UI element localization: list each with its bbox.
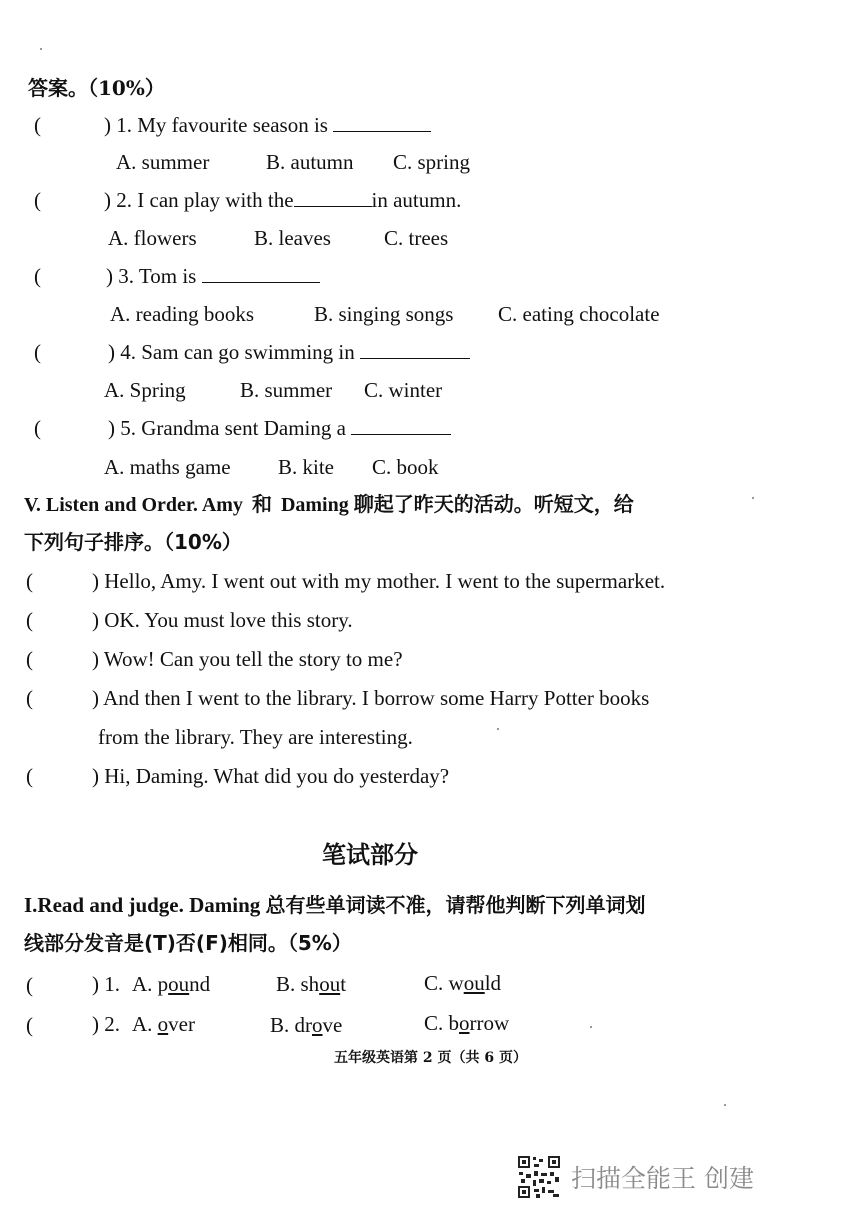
judge-q1-num: ) 1. — [92, 972, 120, 996]
judge-paren: ( — [26, 973, 33, 997]
q4-option-b: B. summer — [240, 378, 333, 402]
q1-row — [34, 111, 41, 139]
written-part-heading: 笔试部分 — [322, 841, 418, 869]
q4-option-a: A. Spring — [104, 378, 186, 402]
answer-blank — [360, 338, 470, 359]
q3-option-c: C. eating chocolate — [498, 302, 660, 326]
scan-speck — [590, 1026, 592, 1028]
q5-option-c: C. book — [372, 455, 439, 479]
order-item: ) And then I went to the library. I borrow some Harry Potter books — [92, 686, 650, 710]
watermark-text: 扫描全能王 创建 — [571, 1164, 754, 1193]
judge-q1-option-b: B. shout — [276, 972, 347, 996]
q3-stem: ) 3. Tom is — [106, 262, 320, 290]
judge-q2-option-a: A. over — [132, 1012, 195, 1036]
q2-stem: ) 2. I can play with the in autumn. — [104, 188, 462, 212]
order-paren: ( — [26, 608, 33, 632]
answer-paren: ( — [34, 113, 41, 137]
answer-blank — [351, 414, 451, 435]
section-v-title-line2: 下列句子排序。（10%） — [24, 530, 242, 554]
judge-q1-option-a: A. pound — [132, 972, 211, 996]
q5-stem: ) 5. Grandma sent Daming a — [108, 414, 451, 442]
order-item: ) OK. You must love this story. — [92, 608, 353, 632]
q1-option-c: C. spring — [393, 150, 471, 174]
scan-speck — [40, 48, 42, 50]
scan-speck — [724, 1104, 726, 1106]
order-paren: ( — [26, 686, 33, 710]
qr-code-icon — [517, 1155, 561, 1199]
q3-option-b: B. singing songs — [314, 302, 454, 326]
q3-option-a: A. reading books — [110, 302, 255, 326]
order-item-continuation: from the library. They are interesting. — [98, 725, 413, 749]
q1-stem: ) 1. My favourite season is — [104, 111, 431, 139]
q4-paren: ( — [34, 340, 41, 364]
q5-paren: ( — [34, 416, 41, 440]
answer-blank — [202, 262, 320, 283]
answer-blank — [294, 186, 372, 207]
section-i-title: I.Read and judge. Daming 总有些单词读不准，请帮他判断下列单词划 — [24, 893, 646, 917]
order-item: ) Hello, Amy. I went out with my mother. I went to the supermarket. — [92, 569, 666, 593]
order-item: ) Hi, Daming. What did you do yesterday? — [92, 764, 450, 788]
q2-option-a: A. flowers — [108, 226, 197, 250]
order-paren: ( — [26, 569, 33, 593]
page-footer: 五年级英语第 2 页（共 6 页） — [334, 1050, 527, 1066]
q1-option-b: B. autumn — [266, 150, 354, 174]
q5-option-a: A. maths game — [104, 455, 231, 479]
q1-option-a: A. summer — [116, 150, 210, 174]
answer-blank — [333, 111, 431, 132]
judge-q2-option-c: C. borrow — [424, 1011, 510, 1035]
section-i-title-line2: 线部分发音是(T)否(F)相同。（5%） — [24, 931, 352, 955]
q3-paren: ( — [34, 264, 41, 288]
section-header-tail: 答案。（10%） — [28, 76, 165, 100]
judge-paren: ( — [26, 1013, 33, 1037]
q5-option-b: B. kite — [278, 455, 334, 479]
judge-q1-option-c: C. would — [424, 971, 502, 995]
scan-speck — [752, 497, 754, 499]
order-paren: ( — [26, 647, 33, 671]
order-paren: ( — [26, 764, 33, 788]
judge-q2-num: ) 2. — [92, 1012, 120, 1036]
q2-option-c: C. trees — [384, 226, 449, 250]
section-v-title: V. Listen and Order. Amy 和 Daming 聊起了昨天的活动。听短文，给 — [24, 492, 634, 516]
q4-stem: ) 4. Sam can go swimming in — [108, 338, 470, 366]
q2-option-b: B. leaves — [254, 226, 331, 250]
scan-speck — [497, 728, 499, 730]
q2-paren: ( — [34, 188, 41, 212]
scanner-watermark — [517, 1155, 754, 1199]
q4-option-c: C. winter — [364, 378, 443, 402]
order-item: ) Wow! Can you tell the story to me? — [92, 647, 403, 671]
judge-q2-option-b: B. drove — [270, 1013, 343, 1037]
